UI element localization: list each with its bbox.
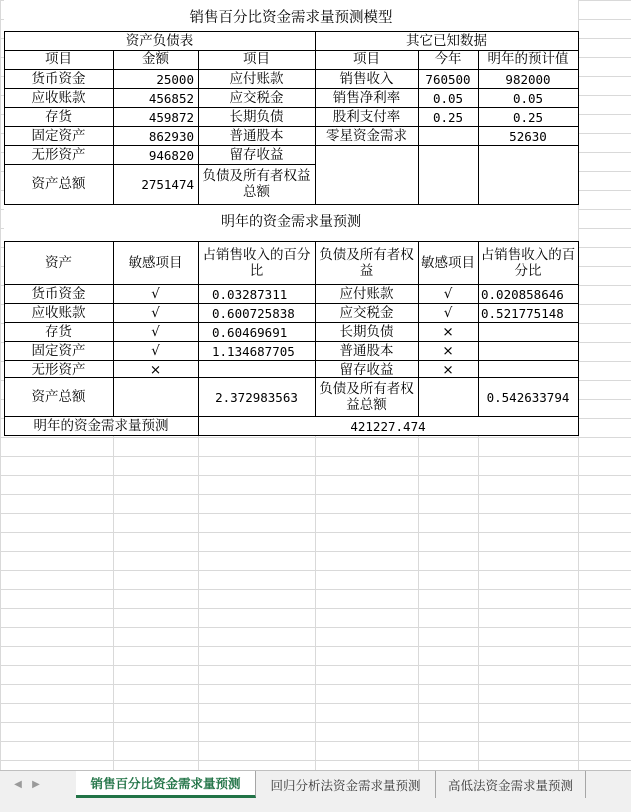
col-pct: 占销售收入的百分比 [202, 247, 311, 279]
other-next-year: 0.05 [512, 90, 544, 106]
fc-liab-total-pct: 0.542633794 [486, 389, 570, 405]
border-line [4, 303, 579, 304]
col-item2: 项目 [243, 51, 270, 67]
asset-amount: 862930 [148, 128, 194, 144]
border-line [578, 241, 579, 436]
triangle-right-icon[interactable]: ▶ [32, 778, 40, 790]
asset-name: 货币资金 [31, 70, 86, 87]
result-label: 明年的资金需求量预测 [33, 417, 169, 434]
fc-sensitive-mark: √ [151, 285, 160, 302]
fc-sensitive-mark2: × [442, 342, 454, 359]
other-item: 股利支付率 [332, 108, 401, 125]
fc-asset-pct: 0.600725838 [212, 305, 295, 321]
border-line [315, 69, 579, 70]
border-line [4, 31, 5, 205]
fc-asset-pct: 0.03287311 [212, 286, 288, 302]
tab-high-low[interactable]: 高低法资金需求量预测 [436, 771, 586, 798]
border-line [4, 50, 579, 51]
tab-sales-percent[interactable]: 销售百分比资金需求量预测 [76, 771, 256, 798]
sheet-title: 销售百分比资金需求量预测模型 [189, 9, 393, 26]
asset-amount: 459872 [148, 109, 194, 125]
fc-asset-total-label: 资产总额 [31, 388, 86, 405]
liability-name: 普通股本 [229, 127, 284, 144]
col-other-item: 项目 [353, 51, 380, 67]
fc-liab-name: 普通股本 [339, 342, 394, 359]
border-line [4, 126, 316, 127]
fc-liab-name: 应交税金 [339, 304, 394, 321]
other-next-year: 982000 [505, 71, 551, 87]
asset-amount: 25000 [156, 71, 194, 87]
fc-sensitive-mark: √ [151, 323, 160, 340]
border-line [418, 50, 419, 205]
border-line [418, 241, 419, 417]
border-line [4, 341, 579, 342]
fc-liab-name: 应付账款 [339, 285, 394, 302]
border-line [4, 88, 316, 89]
border-line [198, 50, 199, 205]
other-next-year: 0.25 [512, 109, 544, 125]
fc-liab-name: 长期负债 [339, 323, 394, 340]
col-asset: 资产 [45, 254, 72, 271]
border-line [315, 107, 579, 108]
border-line [4, 322, 579, 323]
result-value: 421227.474 [350, 418, 426, 434]
fc-liab-pct [478, 323, 578, 341]
border-line [4, 377, 579, 378]
border-line [4, 164, 316, 165]
other-this-year: 760500 [425, 71, 471, 87]
col-liab: 负债及所有者权益 [319, 247, 414, 279]
fc-sensitive-mark2: × [442, 323, 454, 340]
fc-sensitive-mark2: √ [443, 285, 453, 302]
liab-total-label: 负债及所有者权益总额 [202, 168, 311, 200]
border-line [113, 241, 114, 417]
col-pct2: 占销售收入的百分比 [480, 247, 576, 279]
border-line [4, 69, 316, 70]
asset-amount: 456852 [148, 90, 194, 106]
asset-name: 存货 [45, 108, 72, 125]
asset-name: 无形资产 [31, 146, 86, 163]
border-line [4, 416, 579, 417]
liability-name: 应付账款 [229, 70, 284, 87]
col-sensitive: 敏感项目 [128, 254, 183, 271]
border-line [4, 241, 579, 242]
fc-asset-pct: 1.134687705 [212, 343, 295, 359]
fc-asset-total-pct: 2.372983563 [215, 389, 298, 405]
border-line [315, 88, 579, 89]
balance-sheet-header: 资产负债表 [125, 33, 194, 49]
col-this-year: 今年 [434, 51, 462, 67]
fc-sensitive-mark2: × [442, 361, 454, 378]
fc-liab-pct: 0.020858646 [481, 286, 564, 302]
border-line [4, 204, 579, 205]
tab-regression[interactable]: 回归分析法资金需求量预测 [256, 771, 436, 798]
border-line [4, 435, 579, 436]
border-line [4, 241, 5, 436]
fc-sensitive-mark2: √ [443, 304, 453, 321]
fc-asset-name: 应收账款 [31, 304, 86, 321]
fc-liab-pct [478, 342, 578, 360]
other-item: 销售收入 [339, 70, 394, 87]
other-item: 零星资金需求 [326, 127, 407, 144]
border-line [4, 360, 579, 361]
col-next-year: 明年的预计值 [487, 51, 569, 67]
asset-total-value: 2751474 [141, 176, 194, 192]
liability-name: 留存收益 [229, 146, 284, 163]
border-line [478, 241, 479, 417]
border-line [198, 241, 199, 436]
liability-name: 长期负债 [229, 108, 284, 125]
triangle-left-icon[interactable]: ◀ [14, 778, 22, 790]
asset-name: 应收账款 [31, 89, 86, 106]
liability-name: 应交税金 [229, 89, 284, 106]
asset-amount: 946820 [148, 147, 194, 163]
fc-sensitive-mark: √ [151, 304, 160, 321]
other-data-header: 其它已知数据 [406, 33, 487, 49]
fc-sensitive-mark: × [149, 361, 162, 378]
border-line [315, 145, 579, 146]
fc-liab-name: 留存收益 [339, 361, 394, 378]
other-this-year: 0.25 [432, 109, 464, 125]
asset-name: 固定资产 [31, 127, 86, 144]
border-line [4, 107, 316, 108]
col-sensitive2: 敏感项目 [421, 255, 475, 271]
fc-asset-name: 固定资产 [31, 342, 86, 359]
border-line [4, 145, 316, 146]
other-next-year: 52630 [509, 128, 547, 144]
asset-total-label: 资产总额 [31, 175, 86, 192]
fc-asset-pct: 0.60469691 [212, 324, 288, 340]
fc-liab-total-label: 负债及所有者权益总额 [319, 381, 414, 413]
fc-asset-name: 存货 [45, 323, 72, 340]
fc-liab-pct: 0.521775148 [481, 305, 564, 321]
other-this-year: 0.05 [432, 90, 464, 106]
sheet-tab-bar [0, 770, 631, 812]
border-line [315, 126, 579, 127]
col-item: 项目 [45, 51, 72, 67]
other-item: 销售净利率 [332, 89, 401, 106]
forecast-title: 明年的资金需求量预测 [221, 213, 361, 230]
col-amount: 金额 [142, 51, 169, 67]
border-line [4, 31, 579, 32]
border-line [315, 31, 316, 205]
other-this-year [418, 127, 478, 145]
fc-sensitive-mark: √ [151, 342, 160, 359]
border-line [578, 31, 579, 205]
border-line [113, 50, 114, 205]
border-line [315, 241, 316, 417]
fc-asset-name: 无形资产 [31, 361, 86, 378]
border-line [478, 50, 479, 205]
fc-asset-name: 货币资金 [31, 285, 86, 302]
border-line [4, 284, 579, 285]
